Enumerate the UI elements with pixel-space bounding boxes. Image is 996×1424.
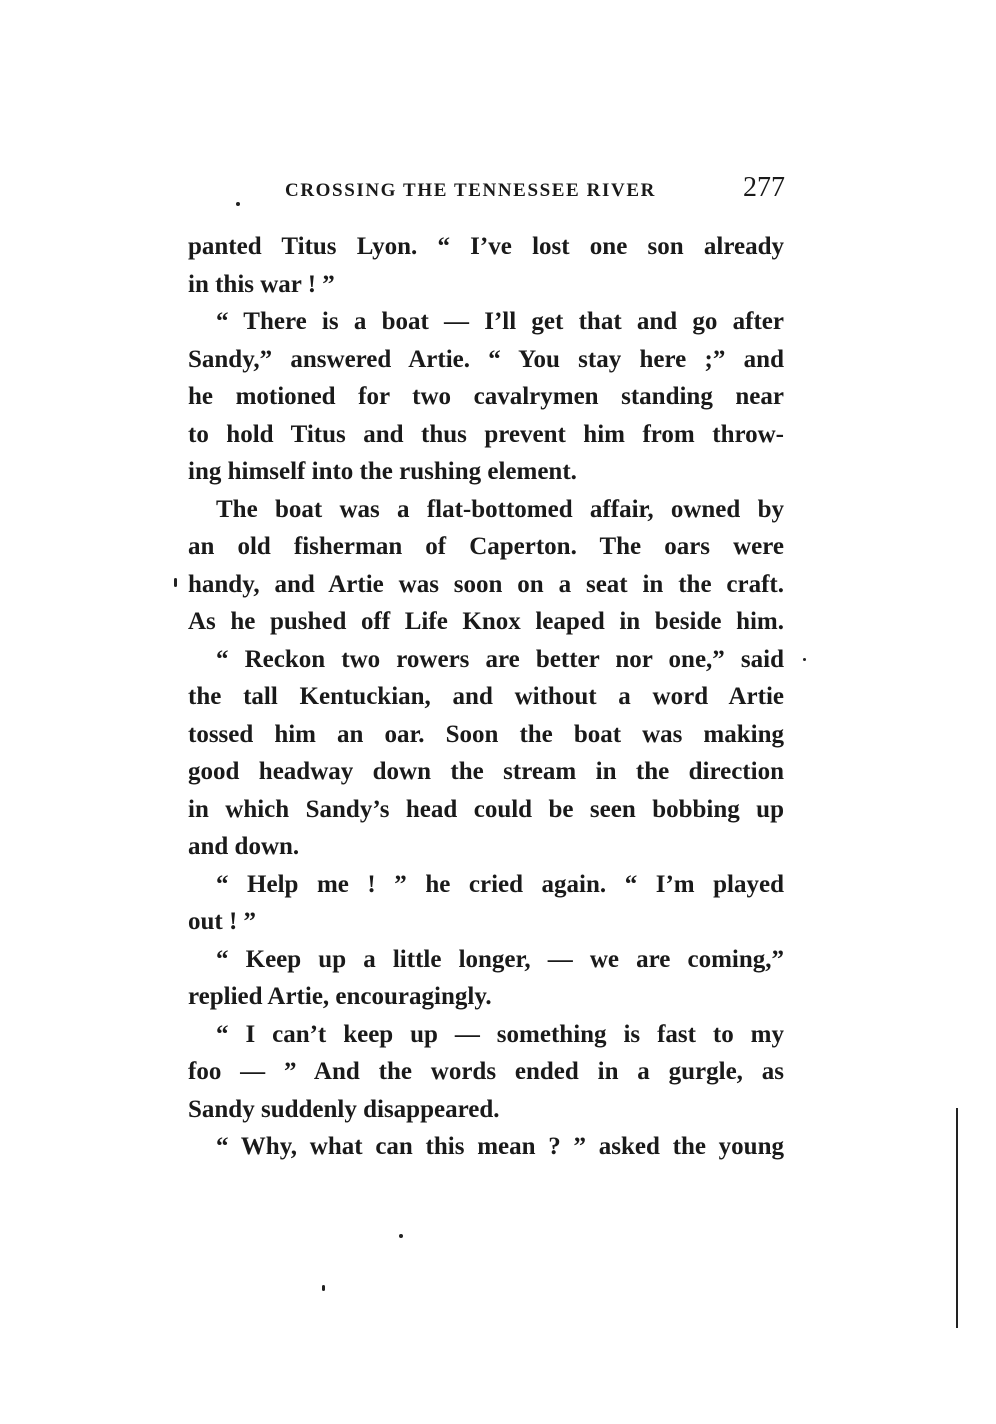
- text-line: “ Why, what can this mean ? ” asked the young: [216, 1133, 784, 1160]
- running-head: [285, 172, 785, 208]
- text-line: foo — ” And the words ended in a gurgle, as: [188, 1058, 784, 1085]
- text-line: replied Artie, encouragingly.: [188, 983, 492, 1010]
- scan-speck: [322, 1285, 325, 1291]
- text-line: “ Reckon two rowers are better nor one,” said: [216, 645, 784, 673]
- text-line: handy, and Artie was soon on a seat in the craft.: [188, 570, 784, 598]
- scan-speck: [399, 1234, 403, 1238]
- text-line: The boat was a flat-bottomed affair, owned by: [216, 495, 784, 523]
- text-line: ing himself into the rushing element.: [188, 458, 577, 485]
- running-title: CROSSING THE TENNESSEE RIVER: [285, 180, 656, 201]
- scan-speck: [174, 578, 177, 587]
- text-line: Sandy,” answered Artie. “ You stay here ;” and: [188, 345, 784, 373]
- text-line: As he pushed off Life Knox leaped in beside him.: [188, 608, 784, 635]
- body-text: [188, 228, 784, 1166]
- text-line: good headway down the stream in the direction: [188, 758, 784, 785]
- scan-speck: [803, 658, 806, 661]
- text-line: out ! ”: [188, 908, 257, 935]
- page-number: 277: [743, 172, 785, 203]
- text-line: an old fisherman of Caperton. The oars were: [188, 533, 784, 560]
- page-edge-mark: [956, 1108, 958, 1328]
- text-line: “ Help me ! ” he cried again. “ I’m played: [216, 870, 784, 898]
- text-line: tossed him an oar. Soon the boat was making: [188, 720, 784, 748]
- text-line: in which Sandy’s head could be seen bobbing up: [188, 795, 784, 823]
- text-line: in this war ! ”: [188, 270, 335, 298]
- text-line: panted Titus Lyon. “ I’ve lost one son already: [188, 233, 784, 260]
- text-line: to hold Titus and thus prevent him from throw-: [188, 420, 784, 448]
- scan-speck: [236, 202, 240, 206]
- text-line: the tall Kentuckian, and without a word Artie: [188, 683, 784, 710]
- text-line: and down.: [188, 833, 300, 860]
- text-line: he motioned for two cavalrymen standing near: [188, 383, 784, 410]
- text-line: Sandy suddenly disappeared.: [188, 1095, 500, 1123]
- text-line: “ There is a boat — I’ll get that and go after: [216, 308, 784, 335]
- text-line: “ Keep up a little longer, — we are coming,”: [216, 945, 784, 973]
- text-line: “ I can’t keep up — something is fast to my: [216, 1020, 784, 1048]
